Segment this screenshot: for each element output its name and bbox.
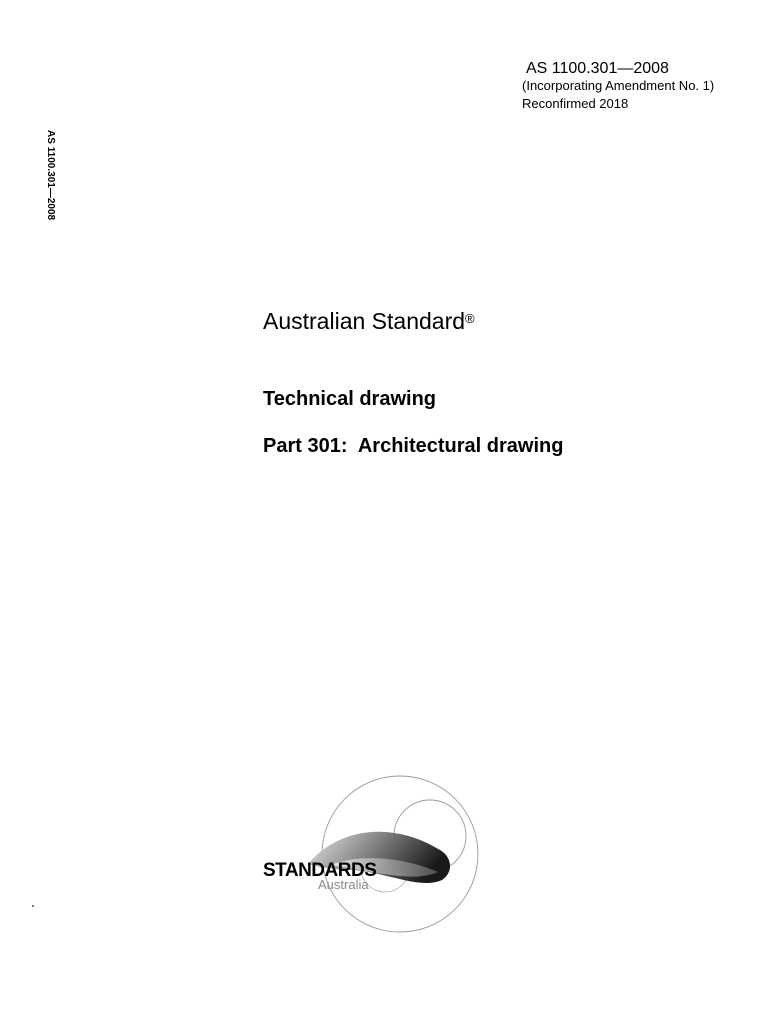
reconfirmed-note: Reconfirmed 2018 <box>522 96 629 111</box>
amendment-note: (Incorporating Amendment No. 1) <box>522 78 715 93</box>
standard-number: AS 1100.301—2008 <box>526 60 669 77</box>
logo-wordmark: STANDARDS <box>263 860 377 881</box>
stray-mark <box>32 905 34 907</box>
registered-mark: ® <box>465 311 475 326</box>
document-title: Technical drawing <box>263 388 436 410</box>
logo-subword: Australia <box>318 877 369 892</box>
spine-label: AS 1100.301—2008 <box>45 130 56 221</box>
document-part-title: Part 301: Architectural drawing <box>263 435 564 457</box>
series-title-text: Australian Standard <box>263 308 466 334</box>
series-title <box>263 306 475 336</box>
